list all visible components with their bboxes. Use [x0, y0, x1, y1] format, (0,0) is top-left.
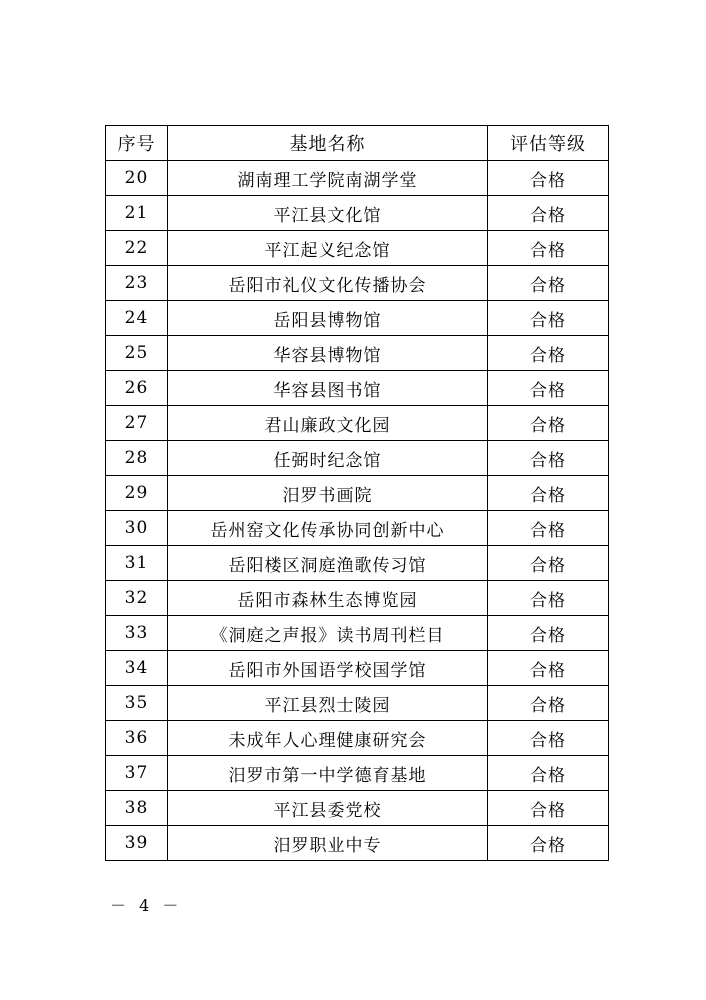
row-grade: 合格	[488, 581, 609, 616]
row-serial-number: 21	[106, 196, 168, 231]
row-base-name: 平江起义纪念馆	[168, 231, 488, 266]
row-serial-number: 29	[106, 476, 168, 511]
header-base-name: 基地名称	[168, 126, 488, 161]
row-serial-number: 20	[106, 161, 168, 196]
header-serial-number: 序号	[106, 126, 168, 161]
table-row	[106, 231, 609, 266]
table-row	[106, 371, 609, 406]
table-row	[106, 686, 609, 721]
evaluation-table	[105, 125, 609, 861]
row-serial-number: 38	[106, 791, 168, 826]
row-base-name: 岳阳市森林生态博览园	[168, 581, 488, 616]
row-grade: 合格	[488, 441, 609, 476]
row-base-name: 岳州窑文化传承协同创新中心	[168, 511, 488, 546]
header-evaluation-grade: 评估等级	[488, 126, 609, 161]
table-row	[106, 826, 609, 861]
row-base-name: 华容县博物馆	[168, 336, 488, 371]
row-serial-number: 36	[106, 721, 168, 756]
row-base-name: 任弼时纪念馆	[168, 441, 488, 476]
row-base-name: 未成年人心理健康研究会	[168, 721, 488, 756]
row-base-name: 平江县文化馆	[168, 196, 488, 231]
row-serial-number: 24	[106, 301, 168, 336]
row-serial-number: 35	[106, 686, 168, 721]
table-row	[106, 406, 609, 441]
row-grade: 合格	[488, 231, 609, 266]
table-row	[106, 546, 609, 581]
table-row	[106, 756, 609, 791]
table-row	[106, 616, 609, 651]
row-base-name: 平江县烈士陵园	[168, 686, 488, 721]
row-base-name: 汨罗市第一中学德育基地	[168, 756, 488, 791]
row-grade: 合格	[488, 196, 609, 231]
table-row	[106, 266, 609, 301]
row-base-name: 岳阳市礼仪文化传播协会	[168, 266, 488, 301]
row-serial-number: 28	[106, 441, 168, 476]
row-base-name: 《洞庭之声报》读书周刊栏目	[168, 616, 488, 651]
table-row	[106, 511, 609, 546]
table-row	[106, 441, 609, 476]
page-number: － 4 －	[110, 896, 183, 915]
row-grade: 合格	[488, 826, 609, 861]
table-row	[106, 721, 609, 756]
table-header-row	[106, 126, 609, 161]
row-serial-number: 27	[106, 406, 168, 441]
row-grade: 合格	[488, 651, 609, 686]
row-serial-number: 23	[106, 266, 168, 301]
row-grade: 合格	[488, 406, 609, 441]
row-base-name: 岳阳县博物馆	[168, 301, 488, 336]
row-base-name: 平江县委党校	[168, 791, 488, 826]
row-grade: 合格	[488, 161, 609, 196]
row-grade: 合格	[488, 756, 609, 791]
table-row	[106, 336, 609, 371]
row-grade: 合格	[488, 476, 609, 511]
row-serial-number: 30	[106, 511, 168, 546]
row-base-name: 岳阳市外国语学校国学馆	[168, 651, 488, 686]
row-grade: 合格	[488, 511, 609, 546]
row-grade: 合格	[488, 616, 609, 651]
row-base-name: 君山廉政文化园	[168, 406, 488, 441]
table-row	[106, 791, 609, 826]
row-serial-number: 32	[106, 581, 168, 616]
table-row	[106, 651, 609, 686]
row-base-name: 湖南理工学院南湖学堂	[168, 161, 488, 196]
table-row	[106, 196, 609, 231]
row-serial-number: 34	[106, 651, 168, 686]
row-serial-number: 26	[106, 371, 168, 406]
row-grade: 合格	[488, 686, 609, 721]
row-grade: 合格	[488, 371, 609, 406]
table-row	[106, 161, 609, 196]
row-grade: 合格	[488, 301, 609, 336]
row-grade: 合格	[488, 721, 609, 756]
row-base-name: 岳阳楼区洞庭渔歌传习馆	[168, 546, 488, 581]
row-serial-number: 37	[106, 756, 168, 791]
row-serial-number: 25	[106, 336, 168, 371]
row-grade: 合格	[488, 266, 609, 301]
row-grade: 合格	[488, 336, 609, 371]
row-serial-number: 22	[106, 231, 168, 266]
row-base-name: 汨罗职业中专	[168, 826, 488, 861]
row-grade: 合格	[488, 791, 609, 826]
table-row	[106, 581, 609, 616]
table-row	[106, 476, 609, 511]
row-grade: 合格	[488, 546, 609, 581]
row-base-name: 华容县图书馆	[168, 371, 488, 406]
row-base-name: 汨罗书画院	[168, 476, 488, 511]
row-serial-number: 39	[106, 826, 168, 861]
table-row	[106, 301, 609, 336]
row-serial-number: 33	[106, 616, 168, 651]
row-serial-number: 31	[106, 546, 168, 581]
